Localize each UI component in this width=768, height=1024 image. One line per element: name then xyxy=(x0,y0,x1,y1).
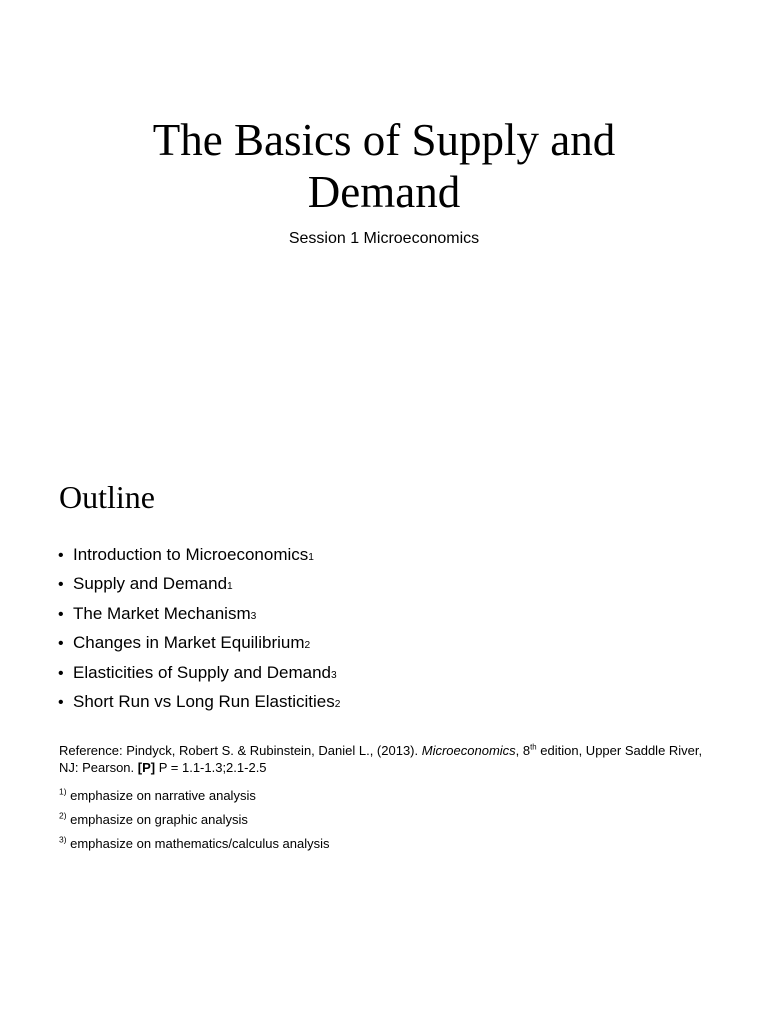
title-slide xyxy=(0,0,768,440)
outline-item: • Elasticities of Supply and Demand 3 xyxy=(58,658,340,687)
slide-title: The Basics of Supply and Demand xyxy=(152,115,616,217)
footnotes xyxy=(59,784,330,856)
reference-publisher: edition, Upper Saddle River, NJ: Pearson. xyxy=(59,743,703,775)
footnote-text: emphasize on graphic analysis xyxy=(66,812,248,827)
reference-edition-suffix: th xyxy=(530,742,537,752)
outline-list xyxy=(58,540,340,716)
bullet-icon: • xyxy=(58,664,64,682)
outline-item: • Changes in Market Equilibrium 2 xyxy=(58,628,340,657)
outline-item-text: Introduction to Microeconomics xyxy=(73,545,309,564)
outline-item: • Introduction to Microeconomics 1 xyxy=(58,540,340,569)
slide-subtitle: Session 1 Microeconomics xyxy=(288,230,480,247)
footnote xyxy=(59,832,330,856)
reference-pages: P = 1.1-1.3;2.1-2.5 xyxy=(155,760,267,775)
outline-item-text: Short Run vs Long Run Elasticities xyxy=(73,691,335,711)
reference-tag: [P] xyxy=(137,760,156,775)
outline-item: • Short Run vs Long Run Elasticities 2 xyxy=(58,687,340,716)
reference-text xyxy=(59,742,719,776)
outline-slide xyxy=(0,440,768,1024)
footnote-marker: 1) xyxy=(59,786,67,797)
outline-item: • Supply and Demand 1 xyxy=(58,569,340,598)
outline-item-text: Elasticities of Supply and Demand xyxy=(73,662,331,682)
outline-item: • The Market Mechanism 3 xyxy=(58,599,340,628)
footnote-text: emphasize on narrative analysis xyxy=(66,788,256,803)
bullet-icon: • xyxy=(58,693,64,711)
footnote-text: emphasize on mathematics/calculus analysis xyxy=(66,836,330,851)
bullet-icon: • xyxy=(58,576,64,594)
bullet-icon: • xyxy=(58,547,64,564)
footnote xyxy=(59,784,330,808)
outline-item-text: Changes in Market Equilibrium xyxy=(73,633,305,653)
bullet-icon: • xyxy=(58,635,64,653)
outline-item-text: The Market Mechanism xyxy=(73,603,251,623)
outline-item-text: Supply and Demand xyxy=(73,574,228,594)
outline-heading: Outline xyxy=(59,479,155,515)
reference-prefix: Reference: Pindyck, Robert S. & Rubinstein, Daniel L., (2013). xyxy=(59,743,422,758)
reference-separator: , 8 xyxy=(515,743,531,758)
reference-book-title: Microeconomics xyxy=(421,743,516,758)
bullet-icon: • xyxy=(58,605,64,623)
footnote xyxy=(59,808,330,832)
footnote-marker: 2) xyxy=(59,810,67,821)
footnote-marker: 3) xyxy=(59,834,67,845)
